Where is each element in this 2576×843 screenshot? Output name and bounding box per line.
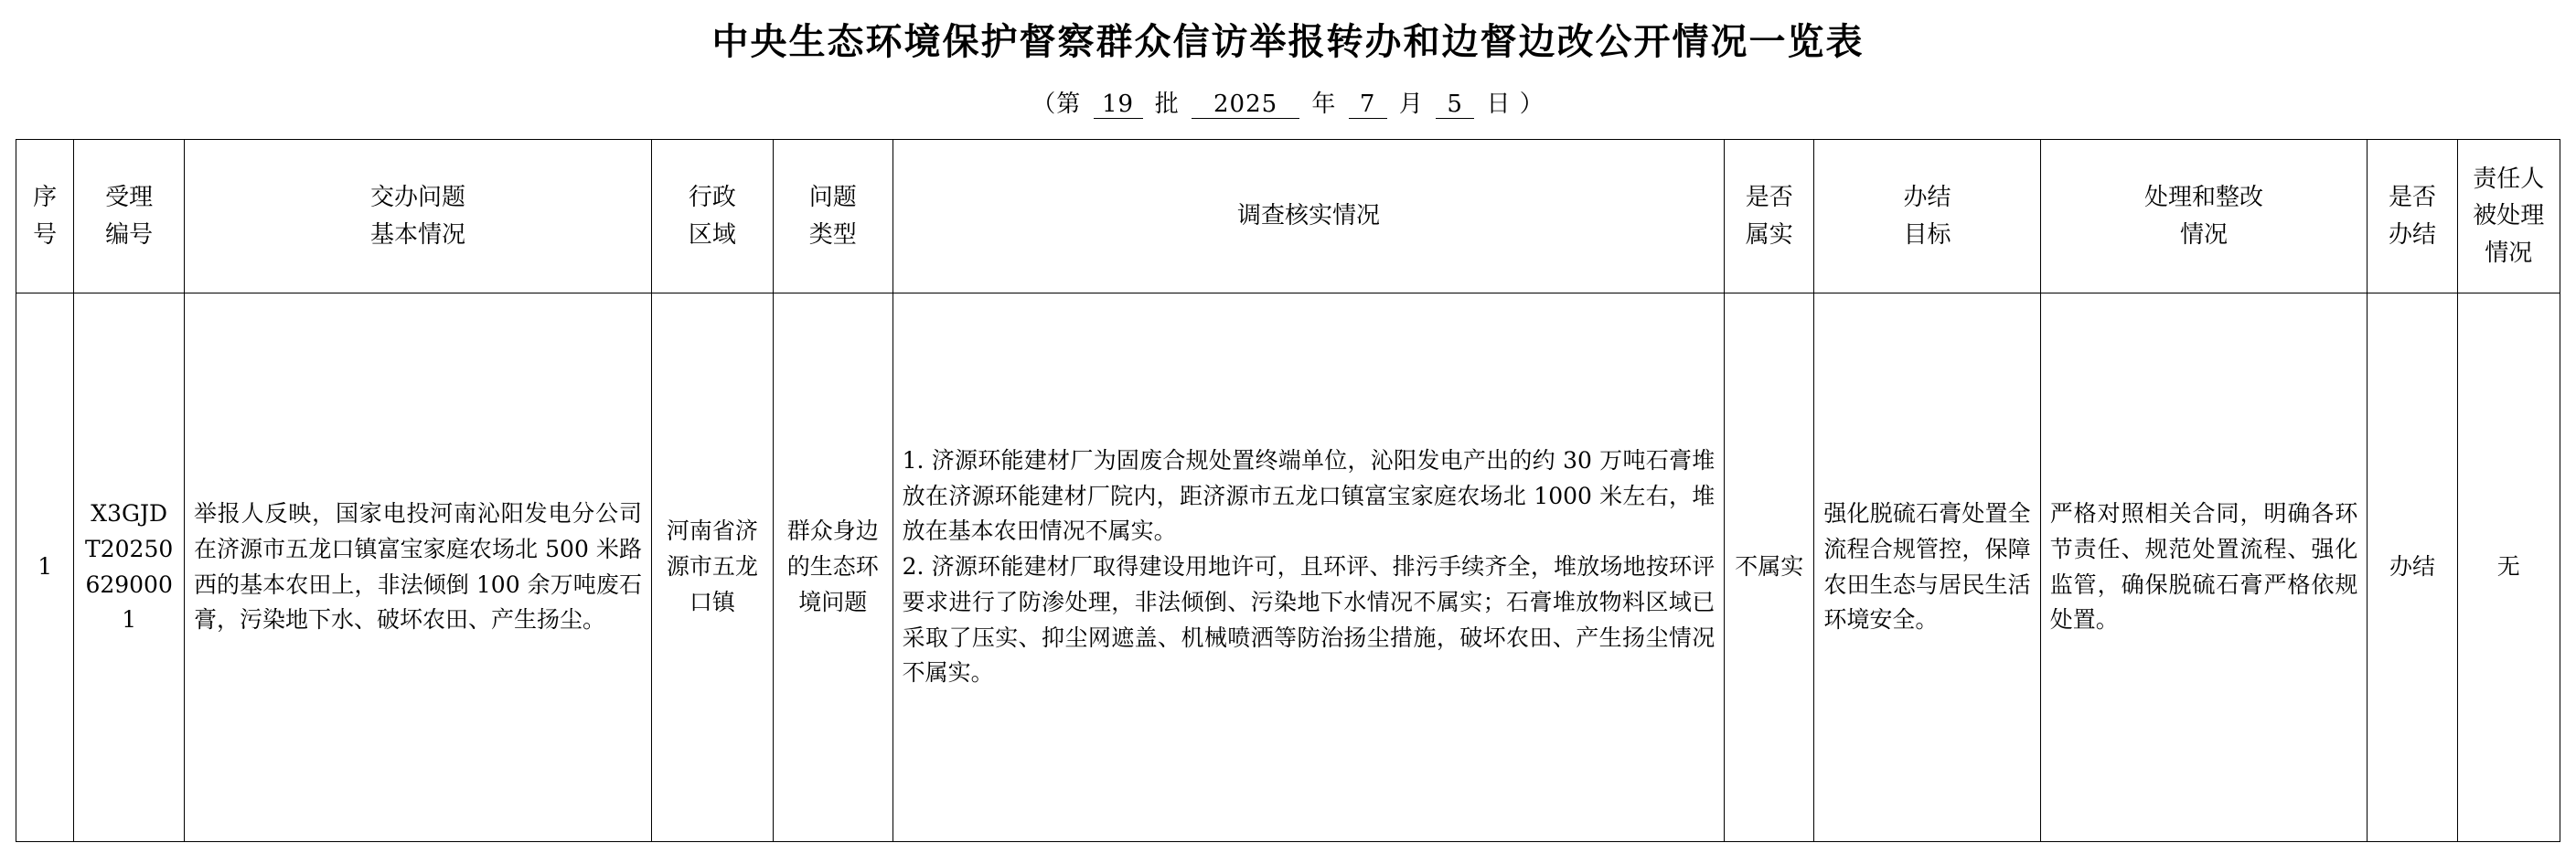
day-value: 5 xyxy=(1436,91,1474,119)
header-line: 处理和整改 xyxy=(2144,184,2264,212)
batch-number: 19 xyxy=(1094,91,1143,119)
column-header-is-true xyxy=(1725,140,1814,293)
header-line: 调查核实情况 xyxy=(1236,202,1380,230)
subtitle-suffix: ） xyxy=(1519,91,1545,118)
header-line: 办结 xyxy=(1903,184,1951,212)
column-header-goal xyxy=(1814,140,2040,293)
year-value: 2025 xyxy=(1192,91,1299,119)
header-line: 序 xyxy=(33,184,58,212)
header-line: 区域 xyxy=(688,220,736,249)
header-line: 责任人 xyxy=(2473,165,2545,194)
header-line: 被处理 xyxy=(2473,202,2545,230)
table-body xyxy=(16,293,2560,842)
cell-goal: 强化脱硫石膏处置全流程合规管控，保障农田生态与居民生活环境安全。 xyxy=(1814,293,2040,842)
table-header-row xyxy=(16,140,2560,293)
investigation-paragraph-1: 1. 济源环能建材厂为固废合规处置终端单位，沁阳发电产出的约 30 万吨石膏堆放在济源环能建材厂院内，距济源市五龙口镇富宝家庭农场北 1000 米左右，堆放在基本农田情况不属实。 xyxy=(902,446,1716,545)
column-header-case-no xyxy=(74,140,185,293)
header-line: 行政 xyxy=(688,184,736,212)
cell-seq: 1 xyxy=(16,293,74,842)
header-line: 交办问题 xyxy=(369,184,465,212)
header-line: 是否 xyxy=(1745,184,1793,212)
header-line: 基本情况 xyxy=(369,220,465,249)
cell-case-no: X3GJDT202506290001 xyxy=(74,293,185,842)
header-line: 情况 xyxy=(2485,239,2533,267)
table-header xyxy=(16,140,2560,293)
column-header-region xyxy=(651,140,773,293)
cell-investigation xyxy=(893,293,1725,842)
batch-unit: 批 xyxy=(1154,91,1180,118)
document-page xyxy=(0,13,2576,843)
header-line: 编号 xyxy=(105,220,154,249)
subtitle-prefix: （第 xyxy=(1031,91,1082,118)
cell-is-done: 办结 xyxy=(2368,293,2457,842)
table-row xyxy=(16,293,2560,842)
page-title: 中央生态环境保护督察群众信访举报转办和边督边改公开情况一览表 xyxy=(711,20,1865,63)
header-line: 是否 xyxy=(2388,184,2436,212)
column-header-seq xyxy=(16,140,74,293)
header-line: 号 xyxy=(33,220,58,249)
public-disclosure-table xyxy=(16,139,2560,842)
column-header-type xyxy=(773,140,893,293)
day-unit: 日 xyxy=(1486,91,1512,118)
column-header-rectification xyxy=(2040,140,2368,293)
month-unit: 月 xyxy=(1398,91,1424,118)
header-line: 办结 xyxy=(2388,220,2436,249)
column-header-is-done xyxy=(2368,140,2457,293)
cell-problem: 举报人反映，国家电投河南沁阳发电分公司在济源市五龙口镇富宝家庭农场北 500 米路西的基本农田上，非法倾倒 100 余万吨废石膏，污染地下水、破坏农田、产生扬尘。 xyxy=(184,293,651,842)
header-line: 目标 xyxy=(1903,220,1951,249)
cell-region: 河南省济源市五龙口镇 xyxy=(651,293,773,842)
document-subtitle xyxy=(0,85,2576,119)
column-header-investigation xyxy=(893,140,1725,293)
header-line: 属实 xyxy=(1745,220,1793,249)
investigation-paragraph-2: 2. 济源环能建材厂取得建设用地许可，且环评、排污手续齐全，堆放场地按环评要求进行了防渗处理，非法倾倒、污染地下水情况不属实；石膏堆放物料区域已采取了压实、抑尘网遮盖、机械喷洒等防治扬尘措施，破坏农田、产生扬尘情况不属实。 xyxy=(902,553,1716,687)
cell-type: 群众身边的生态环境问题 xyxy=(773,293,893,842)
header-line: 问题 xyxy=(808,184,857,212)
year-unit: 年 xyxy=(1311,91,1337,118)
header-line: 情况 xyxy=(2180,220,2229,249)
cell-is-true: 不属实 xyxy=(1725,293,1814,842)
column-header-responsible xyxy=(2457,140,2560,293)
cell-responsible: 无 xyxy=(2457,293,2560,842)
header-line: 类型 xyxy=(808,220,857,249)
cell-rectification: 严格对照相关合同，明确各环节责任、规范处置流程、强化监管，确保脱硫石膏严格依规处置。 xyxy=(2040,293,2368,842)
month-value: 7 xyxy=(1349,91,1387,119)
header-line: 受理 xyxy=(105,184,154,212)
column-header-problem xyxy=(184,140,651,293)
